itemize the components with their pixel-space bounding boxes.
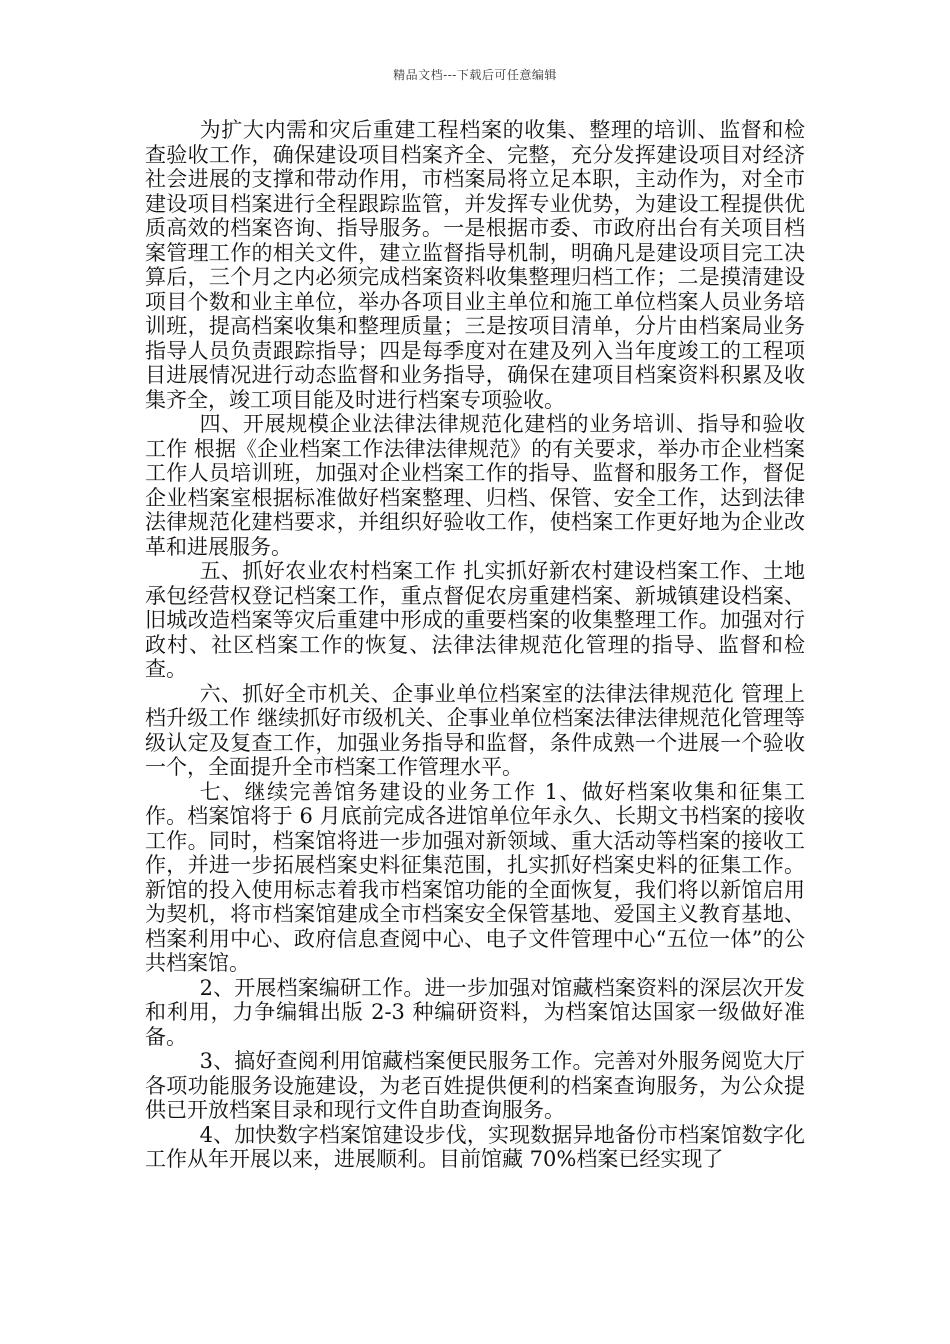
paragraph-compilation-research: 2、开展档案编研工作。进一步加强对馆藏档案资料的深层次开发和利用，力争编辑出版 2-3 种编研资料，为档案馆达国家一级做好准备。 (145, 975, 805, 1049)
document-body (145, 118, 805, 1172)
paragraph-rural-archives: 五、抓好农业农村档案工作 扎实抓好新农村建设档案工作、土地承包经营权登记档案工作，重点督促农房重建档案、新城镇建设档案、旧城改造档案等灾后重建中形成的重要档案的收集整理工作。加强对行政村、社区档案工作的恢复、法律法律规范化管理的指导、监督和检查。 (145, 559, 805, 681)
page-header: 精品文档---下载后可任意编辑 (393, 68, 557, 82)
paragraph-project-archives: 为扩大内需和灾后重建工程档案的收集、整理的培训、监督和检查验收工作，确保建设项目档案齐全、完整，充分发挥建设项目对经济社会进展的支撑和带动作用，市档案局将立足本职，主动作为，对全市建设项目档案进行全程跟踪监管，并发挥专业优势，为建设工程提供优质高效的档案咨询、指导服务。一是根据市委、市政府出台有关项目档案管理工作的相关文件，建立监督指导机制，明确凡是建设项目完工决算后，三个月之内必须完成档案资料收集整理归档工作；二是摸清建设项目个数和业主单位，举办各项目业主单位和施工单位档案人员业务培训班，提高档案收集和整理质量；三是按项目清单，分片由档案局业务指导人员负责跟踪指导；四是每季度对在建及列入当年度竣工的工程项目进展情况进行动态监督和业务指导，确保在建项目档案资料积累及收集齐全，竣工项目能及时进行档案专项验收。 (145, 118, 805, 412)
paragraph-digital-archives: 4、加快数字档案馆建设步伐，实现数据异地备份市档案馆数字化工作从年开展以来，进展顺利。目前馆藏 70%档案已经实现了 (145, 1122, 805, 1171)
paragraph-public-service: 3、搞好查阅利用馆藏档案便民服务工作。完善对外服务阅览大厅各项功能服务设施建设，为老百姓提供便利的档案查询服务，为公众提供已开放档案目录和现行文件自助查询服务。 (145, 1049, 805, 1122)
paragraph-enterprise-archives: 四、开展规模企业法律法律规范化建档的业务培训、指导和验收工作 根据《企业档案工作法律法律规范》的有关要求，举办市企业档案工作人员培训班，加强对企业档案工作的指导、监督和服务工作，督促企业档案室根据标准做好档案整理、归档、保管、安全工作，达到法律法律规范化建档要求，并组织好验收工作，使档案工作更好地为企业改革和进展服务。 (145, 412, 805, 559)
paragraph-agency-archives: 六、抓好全市机关、企事业单位档案室的法律法律规范化 管理上档升级工作 继续抓好市级机关、企事业单位档案法律法律规范化管理等级认定及复查工作，加强业务指导和监督，条件成熟一个进展一个验收一个，全面提升全市档案工作管理水平。 (145, 681, 805, 779)
paragraph-archive-collection: 七、继续完善馆务建设的业务工作 1、做好档案收集和征集工作。档案馆将于 6 月底前完成各进馆单位年永久、长期文书档案的接收工作。同时，档案馆将进一步加强对新领域、重大活动等档案的接收工作，并进一步拓展档案史料征集范围，扎实抓好档案史料的征集工作。新馆的投入使用标志着我市档案馆功能的全面恢复，我们将以新馆启用为契机，将市档案馆建成全市档案安全保管基地、爱国主义教育基地、档案利用中心、政府信息查阅中心、电子文件管理中心“五位一体”的公共档案馆。 (145, 779, 805, 975)
